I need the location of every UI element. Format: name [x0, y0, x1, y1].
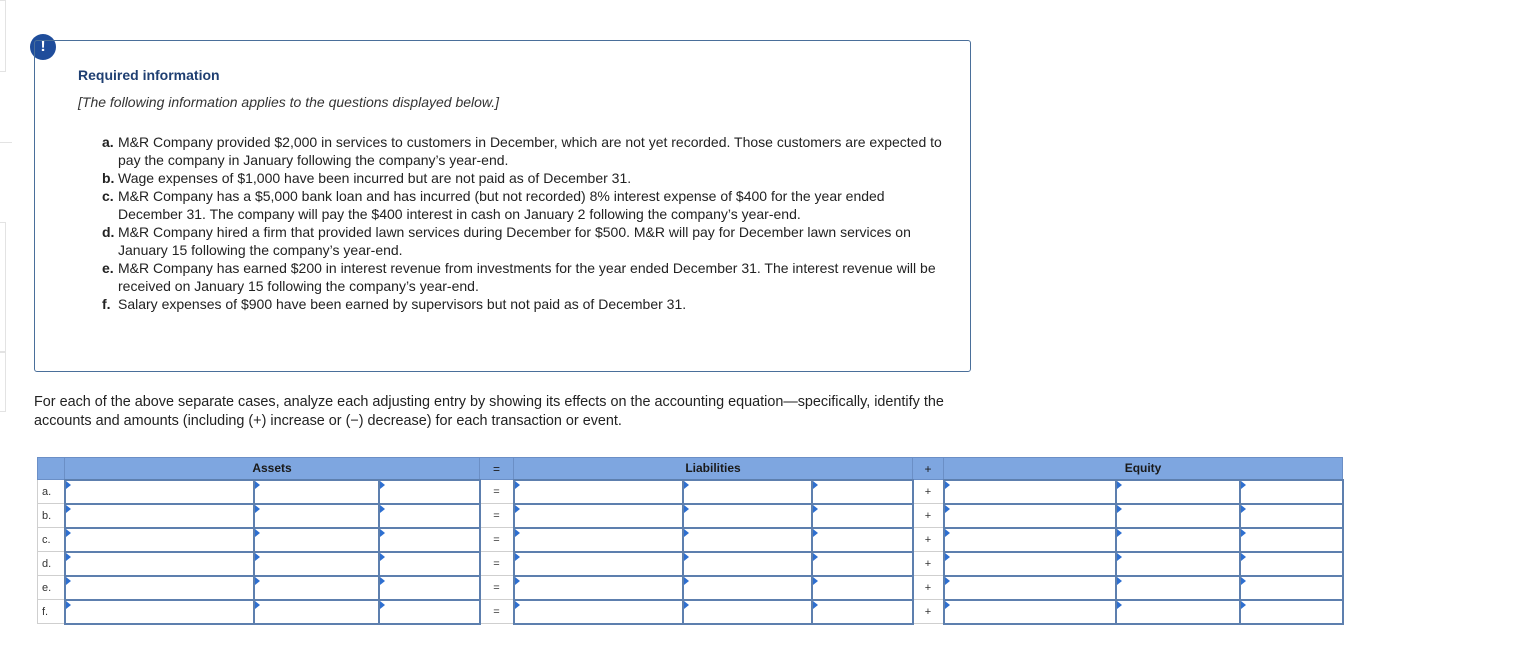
liabilities-account-dropdown[interactable]	[514, 552, 683, 576]
equity-account-dropdown[interactable]	[1240, 504, 1343, 528]
equals-header: =	[480, 458, 514, 480]
alert-icon: !	[30, 34, 56, 60]
table-row	[38, 504, 1343, 528]
equity-account-dropdown[interactable]	[944, 600, 1116, 624]
case-letter: f.	[102, 296, 111, 312]
assets-amount-input[interactable]	[254, 504, 379, 528]
row-label: d.	[38, 552, 65, 576]
equity-account-dropdown[interactable]	[944, 552, 1116, 576]
case-list	[102, 133, 942, 313]
equity-amount-input[interactable]	[1116, 576, 1240, 600]
liabilities-account-dropdown[interactable]	[812, 576, 913, 600]
assets-account-dropdown[interactable]	[65, 480, 254, 504]
plus-sign: +	[913, 528, 944, 552]
assets-account-dropdown[interactable]	[379, 480, 480, 504]
equity-account-dropdown[interactable]	[1240, 600, 1343, 624]
liabilities-amount-input[interactable]	[683, 600, 812, 624]
liabilities-account-dropdown[interactable]	[812, 600, 913, 624]
case-letter: a.	[102, 134, 114, 150]
assets-account-dropdown[interactable]	[65, 504, 254, 528]
equity-amount-input[interactable]	[1116, 504, 1240, 528]
equity-account-dropdown[interactable]	[944, 480, 1116, 504]
case-text: M&R Company has earned $200 in interest revenue from investments for the year ended December 31. The interest revenue will be received on January 15 following the company’s year-end.	[118, 260, 936, 294]
plus-sign: +	[913, 576, 944, 600]
assets-account-dropdown[interactable]	[65, 600, 254, 624]
equity-amount-input[interactable]	[1116, 552, 1240, 576]
row-label: f.	[38, 600, 65, 624]
assets-account-dropdown[interactable]	[379, 576, 480, 600]
equals-sign: =	[480, 600, 514, 624]
liabilities-amount-input[interactable]	[683, 528, 812, 552]
equals-sign: =	[480, 480, 514, 504]
assets-amount-input[interactable]	[254, 552, 379, 576]
liabilities-account-dropdown[interactable]	[514, 528, 683, 552]
assets-amount-input[interactable]	[254, 576, 379, 600]
plus-sign: +	[913, 552, 944, 576]
table-row	[38, 480, 1343, 504]
equals-sign: =	[480, 552, 514, 576]
row-label-header	[38, 458, 65, 480]
case-text: Wage expenses of $1,000 have been incurred but are not paid as of December 31.	[118, 170, 632, 186]
case-text: M&R Company provided $2,000 in services to customers in December, which are not yet recorded. Those customers are expected to pay the company in January following the company’s year-end.	[118, 134, 942, 168]
row-label: e.	[38, 576, 65, 600]
equity-account-dropdown[interactable]	[1240, 576, 1343, 600]
case-text: Salary expenses of $900 have been earned by supervisors but not paid as of December 31.	[118, 296, 687, 312]
liabilities-amount-input[interactable]	[683, 480, 812, 504]
plus-sign: +	[913, 600, 944, 624]
left-edge-tab	[0, 222, 6, 352]
liabilities-account-dropdown[interactable]	[812, 528, 913, 552]
table-header-row	[38, 458, 1343, 480]
case-item	[102, 259, 942, 295]
case-letter: d.	[102, 224, 115, 240]
row-label: a.	[38, 480, 65, 504]
equity-amount-input[interactable]	[1116, 528, 1240, 552]
case-letter: e.	[102, 260, 114, 276]
case-item	[102, 187, 942, 223]
assets-header: Assets	[65, 458, 480, 480]
liabilities-account-dropdown[interactable]	[812, 552, 913, 576]
equals-sign: =	[480, 504, 514, 528]
assets-account-dropdown[interactable]	[65, 552, 254, 576]
equity-account-dropdown[interactable]	[944, 528, 1116, 552]
liabilities-account-dropdown[interactable]	[514, 480, 683, 504]
assets-account-dropdown[interactable]	[379, 552, 480, 576]
equity-account-dropdown[interactable]	[944, 504, 1116, 528]
liabilities-account-dropdown[interactable]	[514, 576, 683, 600]
equity-account-dropdown[interactable]	[944, 576, 1116, 600]
table-row	[38, 528, 1343, 552]
liabilities-account-dropdown[interactable]	[514, 504, 683, 528]
plus-header: +	[913, 458, 944, 480]
case-item	[102, 295, 942, 313]
equity-account-dropdown[interactable]	[1240, 528, 1343, 552]
required-information-title: Required information	[78, 67, 220, 83]
row-label: b.	[38, 504, 65, 528]
equals-sign: =	[480, 576, 514, 600]
case-letter: c.	[102, 188, 114, 204]
assets-amount-input[interactable]	[254, 600, 379, 624]
assets-amount-input[interactable]	[254, 480, 379, 504]
left-edge-divider	[0, 142, 12, 143]
assets-account-dropdown[interactable]	[379, 600, 480, 624]
table-row	[38, 576, 1343, 600]
liabilities-amount-input[interactable]	[683, 504, 812, 528]
left-edge-tab	[0, 0, 6, 72]
liabilities-amount-input[interactable]	[683, 552, 812, 576]
assets-account-dropdown[interactable]	[65, 528, 254, 552]
liabilities-account-dropdown[interactable]	[812, 480, 913, 504]
equals-sign: =	[480, 528, 514, 552]
assets-account-dropdown[interactable]	[65, 576, 254, 600]
plus-sign: +	[913, 504, 944, 528]
accounting-equation-table	[37, 457, 1344, 625]
case-item	[102, 223, 942, 259]
required-information-panel	[34, 40, 971, 372]
liabilities-account-dropdown[interactable]	[812, 504, 913, 528]
table-row	[38, 600, 1343, 624]
liabilities-header: Liabilities	[514, 458, 913, 480]
assets-account-dropdown[interactable]	[379, 504, 480, 528]
liabilities-amount-input[interactable]	[683, 576, 812, 600]
equity-amount-input[interactable]	[1116, 480, 1240, 504]
table-row	[38, 552, 1343, 576]
equity-account-dropdown[interactable]	[1240, 552, 1343, 576]
case-letter: b.	[102, 170, 115, 186]
equity-amount-input[interactable]	[1116, 600, 1240, 624]
assets-amount-input[interactable]	[254, 528, 379, 552]
case-item	[102, 133, 942, 169]
case-text: M&R Company hired a firm that provided lawn services during December for $500. M&R will pay for December lawn services on January 15 following the company’s year-end.	[118, 224, 911, 258]
case-item	[102, 169, 942, 187]
row-label: c.	[38, 528, 65, 552]
assets-account-dropdown[interactable]	[379, 528, 480, 552]
required-information-subtitle: [The following information applies to the questions displayed below.]	[78, 94, 500, 110]
equity-header: Equity	[944, 458, 1343, 480]
liabilities-account-dropdown[interactable]	[514, 600, 683, 624]
plus-sign: +	[913, 480, 944, 504]
question-instructions: For each of the above separate cases, analyze each adjusting entry by showing its effects on the accounting equation—specifically, identify the accounts and amounts (including (+) increase or (−) decrease) for each transaction or event.	[34, 394, 944, 429]
case-text: M&R Company has a $5,000 bank loan and has incurred (but not recorded) 8% interest expense of $400 for the year ended December 31. The company will pay the $400 interest in cash on January 2 following the company’s year-end.	[118, 188, 885, 222]
left-edge-tab	[0, 352, 6, 412]
equity-account-dropdown[interactable]	[1240, 480, 1343, 504]
